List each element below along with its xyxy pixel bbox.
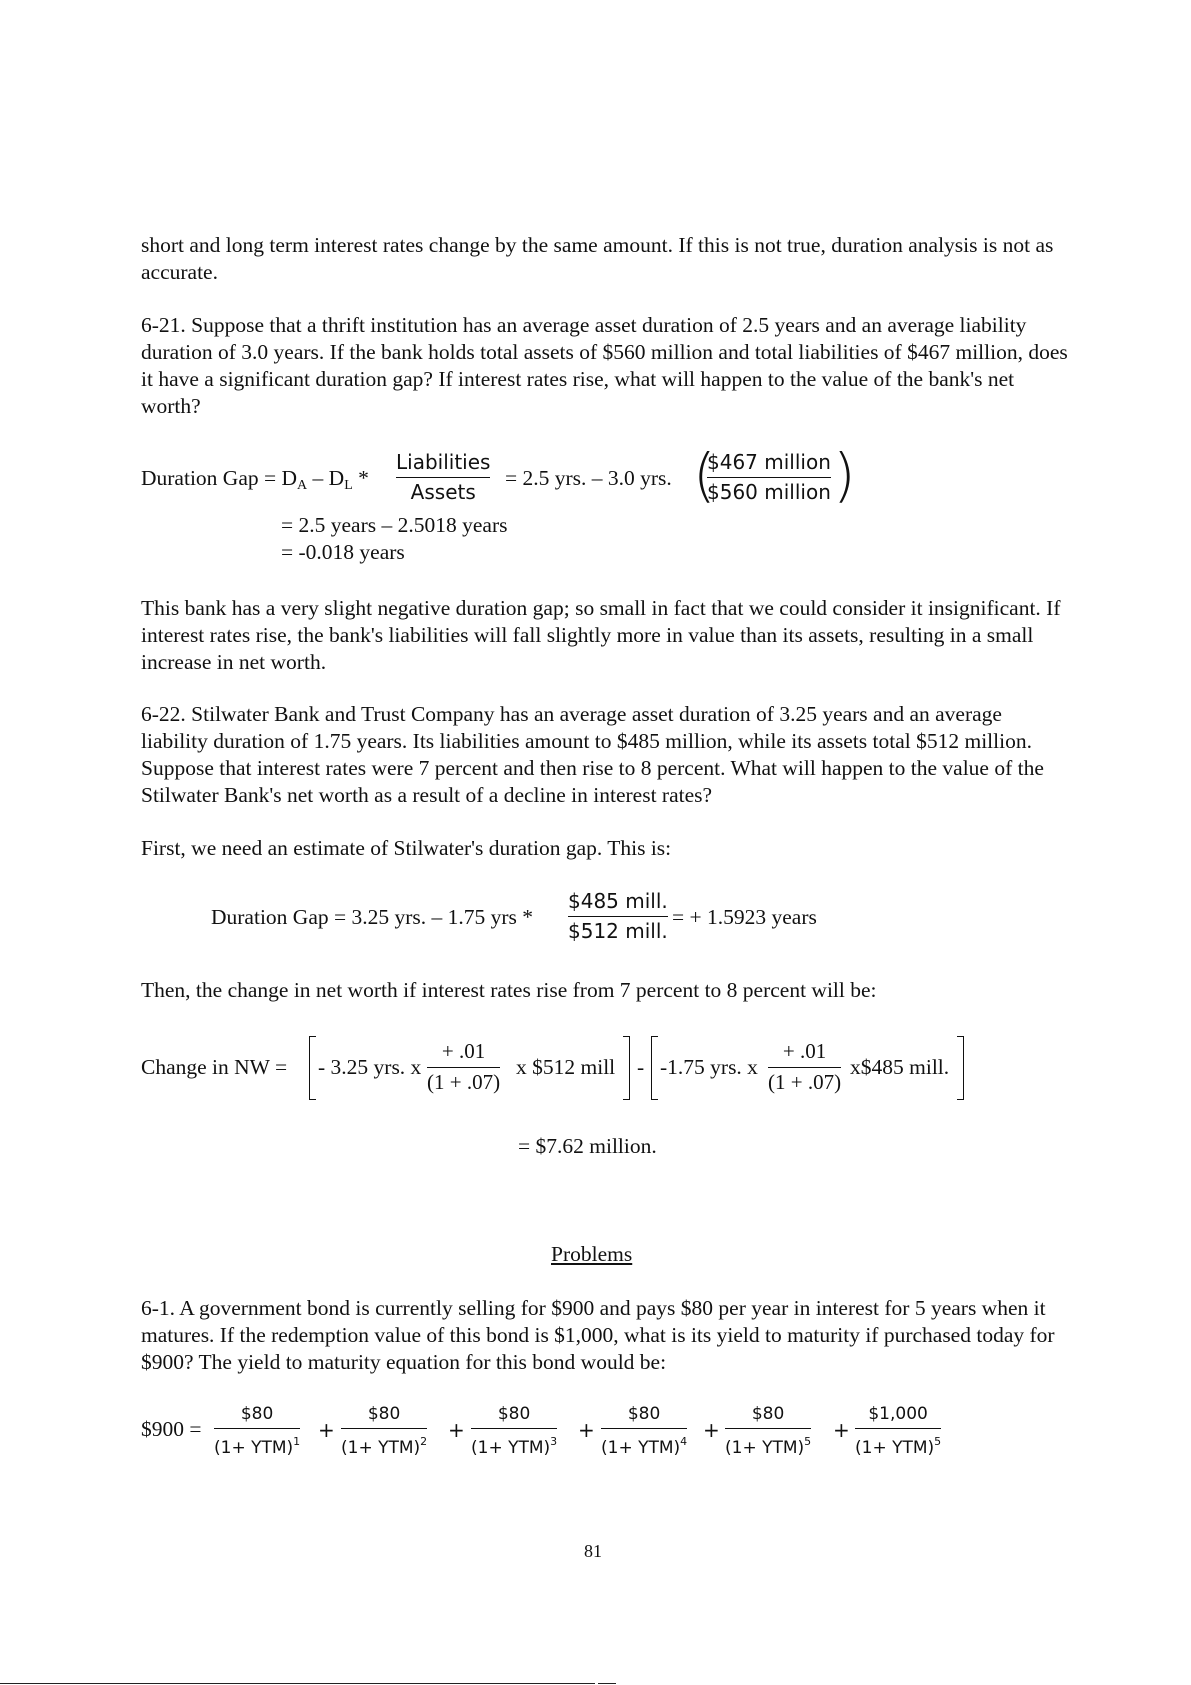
eq3-term1-pre: - 3.25 yrs. x [318, 1055, 422, 1079]
eq4-t5-exp: 5 [804, 1435, 812, 1448]
eq3-t2-num: + .01 [782, 1039, 827, 1063]
eq4-term-6 [855, 1404, 941, 1459]
eq4-term-5 [725, 1404, 811, 1459]
eq4-t3-den-base: (1+ YTM) [471, 1438, 551, 1458]
question-6-1: 6-1. A government bond is currently selling for $900 and pays $80 per year in interest for 5 years when it matures. If the redemption value of this bond is $1,000, what is its yield to maturity if purchased today for $900? The yield to maturity equation for this bond would be: [141, 1296, 1055, 1374]
eq4-t2-den-base: (1+ YTM) [341, 1438, 421, 1458]
eq3-t1-den: (1 + .07) [427, 1070, 501, 1094]
eq4-t2-bar [341, 1428, 427, 1429]
eq2-result: = + 1.5923 years [672, 905, 817, 929]
eq1-frac-bar [396, 477, 490, 478]
eq1-line2: = 2.5 years – 2.5018 years [281, 513, 508, 537]
eq4-t3-num: $80 [497, 1404, 531, 1424]
eq1-fraction-467-560 [707, 450, 831, 504]
intro-paragraph: short and long term interest rates change by the same amount. If this is not true, duration analysis is not as accurate. [141, 233, 1054, 284]
eq4-t4-den [601, 1431, 687, 1459]
eq1-minus-d: – D [307, 466, 345, 490]
eq3-term1-post: x $512 mill [516, 1055, 616, 1079]
eq3-label: Change in NW = [141, 1055, 288, 1079]
question-6-21: 6-21. Suppose that a thrift institution has an average asset duration of 2.5 years and an average liability duration of 3.0 years. If the bank holds total assets of $560 million and total liabilities of $467 million, does it have a significant duration gap? If interest rates rise, what will happen to the value of the bank's net worth? [141, 313, 1068, 418]
eq4-t4-den-base: (1+ YTM) [601, 1438, 681, 1458]
question-6-22: 6-22. Stilwater Bank and Trust Company has an average asset duration of 3.25 years and an average liability duration of 1.75 years. Its liabilities amount to $485 million, while its assets total $512 million. Suppose that interest rates were 7 percent and then rise to 8 percent. What will happen to the value of the Stilwater Bank's net worth as a result of a decline in interest rates? [141, 702, 1044, 807]
eq4-t5-den [725, 1431, 811, 1459]
eq4-plus-2: + [448, 1418, 465, 1442]
eq3-t2-den: (1 + .07) [768, 1070, 842, 1094]
page-number: 81 [584, 1541, 602, 1561]
eq3-t1-num: + .01 [441, 1039, 486, 1063]
eq2-den: $512 mill. [568, 919, 668, 943]
eq3-bracket-1-left [309, 1036, 316, 1100]
eq4-t6-bar [855, 1428, 941, 1429]
eq4-term-1 [214, 1404, 300, 1459]
eq1-line3: = -0.018 years [281, 540, 405, 564]
eq4-t3-bar [471, 1428, 557, 1429]
eq4-plus-4: + [703, 1418, 720, 1442]
eq4-t6-den [855, 1431, 941, 1459]
eq1-left-paren: ( [693, 441, 716, 509]
eq4-t4-bar [601, 1428, 687, 1429]
eq4-t1-bar [214, 1428, 300, 1429]
eq1-frac2-bar [707, 477, 831, 478]
eq4-t1-den-base: (1+ YTM) [214, 1438, 294, 1458]
first-step-text: First, we need an estimate of Stilwater's duration gap. This is: [141, 836, 672, 860]
eq4-t5-num: $80 [751, 1404, 785, 1424]
eq3-term2-pre: -1.75 yrs. x [660, 1055, 758, 1079]
eq1-sub-a: A [297, 478, 308, 493]
eq4-plus-3: + [578, 1418, 595, 1442]
eq3-minus: - [637, 1055, 645, 1079]
eq4-plus-1: + [318, 1418, 335, 1442]
eq1-right-paren: ) [833, 441, 856, 509]
eq3-result: = $7.62 million. [518, 1134, 657, 1158]
eq4-t5-bar [725, 1428, 811, 1429]
eq4-t6-num: $1,000 [868, 1404, 928, 1424]
eq2-label: Duration Gap = 3.25 yrs. – 1.75 yrs * [211, 905, 534, 929]
eq4-t5-den-base: (1+ YTM) [725, 1438, 805, 1458]
eq1-label: Duration Gap = D [141, 466, 298, 490]
eq4-plus-5: + [833, 1418, 850, 1442]
eq4-term-3 [471, 1404, 557, 1459]
eq4-t4-exp: 4 [680, 1435, 688, 1448]
footer-rule-right [598, 1683, 616, 1684]
problems-heading: Problems [551, 1242, 633, 1266]
eq1-frac2-num: $467 million [707, 450, 831, 474]
eq3-bracket-1-right [623, 1036, 630, 1100]
eq2-num: $485 mill. [568, 889, 668, 913]
eq4-t2-num: $80 [367, 1404, 401, 1424]
eq4-t2-exp: 2 [420, 1435, 428, 1448]
eq4-t4-num: $80 [627, 1404, 661, 1424]
eq4-t1-exp: 1 [293, 1435, 301, 1448]
eq4-term-4 [601, 1404, 687, 1459]
eq1-lhs [141, 465, 369, 499]
eq2-bar [568, 916, 668, 917]
eq1-frac-den: Assets [410, 480, 476, 504]
eq4-t2-den [341, 1431, 427, 1459]
eq4-term-2 [341, 1404, 427, 1459]
eq1-middle: = 2.5 yrs. – 3.0 yrs. [505, 466, 672, 490]
eq1-times: * [352, 466, 369, 490]
eq4-t3-exp: 3 [550, 1435, 558, 1448]
eq4-lhs: $900 = [141, 1417, 202, 1441]
eq3-term2-post: x$485 mill. [850, 1055, 950, 1079]
eq2-fraction [568, 889, 668, 943]
eq1-frac-num: Liabilities [396, 450, 491, 474]
eq1-frac2-den: $560 million [707, 480, 831, 504]
footer-rule-left [0, 1683, 595, 1684]
eq4-t6-den-base: (1+ YTM) [855, 1438, 935, 1458]
then-step-text: Then, the change in net worth if interest rates rise from 7 percent to 8 percent will be: [141, 978, 877, 1002]
eq3-bracket-2-right [957, 1036, 964, 1100]
answer-6-21: This bank has a very slight negative duration gap; so small in fact that we could consider it insignificant. If interest rates rise, the bank's liabilities will fall slightly more in value than its assets, resulting in a small increase in net worth. [141, 596, 1061, 674]
eq4-t1-num: $80 [240, 1404, 274, 1424]
eq1-sub-l: L [344, 478, 353, 493]
eq1-fraction-liab-assets [396, 450, 490, 504]
eq4-t3-den [471, 1431, 557, 1459]
eq3-bracket-2-left [651, 1036, 658, 1100]
eq3-t1-bar [427, 1067, 500, 1068]
eq3-term1-fraction [427, 1039, 500, 1095]
eq3-term2-fraction [768, 1039, 841, 1095]
eq3-t2-bar [768, 1067, 841, 1068]
eq4-t1-den [214, 1431, 300, 1459]
eq4-t6-exp: 5 [934, 1435, 942, 1448]
